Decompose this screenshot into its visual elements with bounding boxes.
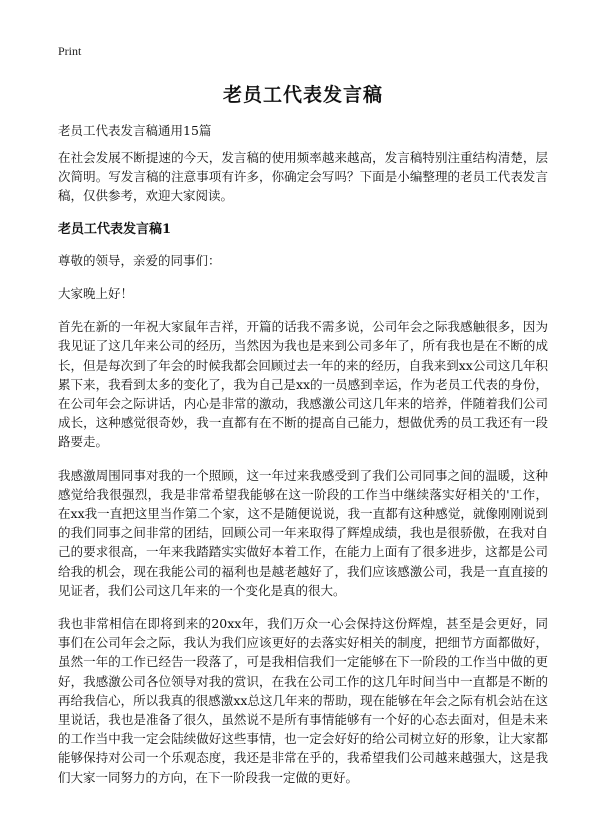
intro-paragraph: 在社会发展不断提速的今天，发言稿的使用频率越来越高，发言稿特别注重结构清楚，层次简明。写发言稿的注意事项有许多，你确定会写吗？下面是小编整理的老员工代表发言稿，仅供参考，欢迎大家阅读。 [58,150,548,204]
body-paragraph: 首先在新的一年祝大家鼠年吉祥，开篇的话我不需多说，公司年会之际我感触很多，因为我见证了这几年来公司的经历，当然因为我也是来到公司多年了，所有我也是在不断的成长，但是每次到了年会的时候我都会回顾过去一年的来的经历，自我来到xx公司这几年积累下来，我看到太多的变化了，我为自己是xx的一员感到幸运，作为老员工代表的身份，在公司年会之际讲话，内心是非常的激动，我感激公司这几年来的培养，伴随着我们公司成长，这种感觉很奇妙，我一直都有在不断的提高自己能力，想做优秀的员工我还有一段路要走。 [58,319,548,450]
salutation: 尊敬的领导，亲爱的同事们： [58,252,221,268]
document-subtitle: 老员工代表发言稿通用15篇 [58,123,212,138]
print-label: Print [58,44,82,58]
body-paragraph: 我感激周围同事对我的一个照顾，这一年过来我感受到了我们公司同事之间的温暖，这种感觉给我很强烈，我是非常希望我能够在这一阶段的工作当中继续落实好相关的'工作，在xx我一直把这里当作第二个家，这不是随便说说，我一直都有这种感觉，就像刚刚说到的我们同事之间非常的团结，回顾公司一年来取得了辉煌成绩，我也是很骄傲，在我对自己的要求很高，一年来我踏踏实实做好本着工作，在能力上面有了很多进步，这都是公司给我的机会，现在我能公司的福利也是越老越好了，我们应该感激公司，我是一直直接的见证者，我们公司这几年来的一个变化是真的很大。 [58,467,548,598]
body-paragraph: 我也非常相信在即将到来的20xx年，我们万众一心会保持这份辉煌，甚至是会更好，同事们在公司年会之际，我认为我们应该更好的去落实好相关的制度，把细节方面都做好，虽然一年的工作已经告一段落了，可是我相信我们一定能够在下一阶段的工作当中做的更好，我感激公司各位领导对我的赏识，在我在公司工作的这几年时间当中一直都是不断的再给我信心，所以我真的很感激xx总这几年来的帮助，现在能够在年会之际有机会站在这里说话，我也是准备了很久，虽然说不是所有事情能够有一个好的心态去面对，但是未来的工作当中我一定会陆续做好这些事情，也一定会好好的给公司树立好的形象，让大家都能够保持对公司一个乐观态度，我还是非常在乎的，我希望我们公司越来越强大，这是我们大家一同努力的方向，在下一阶段我一定做的更好。 [58,616,548,785]
document-body [58,148,548,801]
greeting: 大家晚上好！ [58,286,134,302]
page-title: 老员工代表发言稿 [222,84,383,106]
section-heading: 老员工代表发言稿1 [58,221,172,237]
